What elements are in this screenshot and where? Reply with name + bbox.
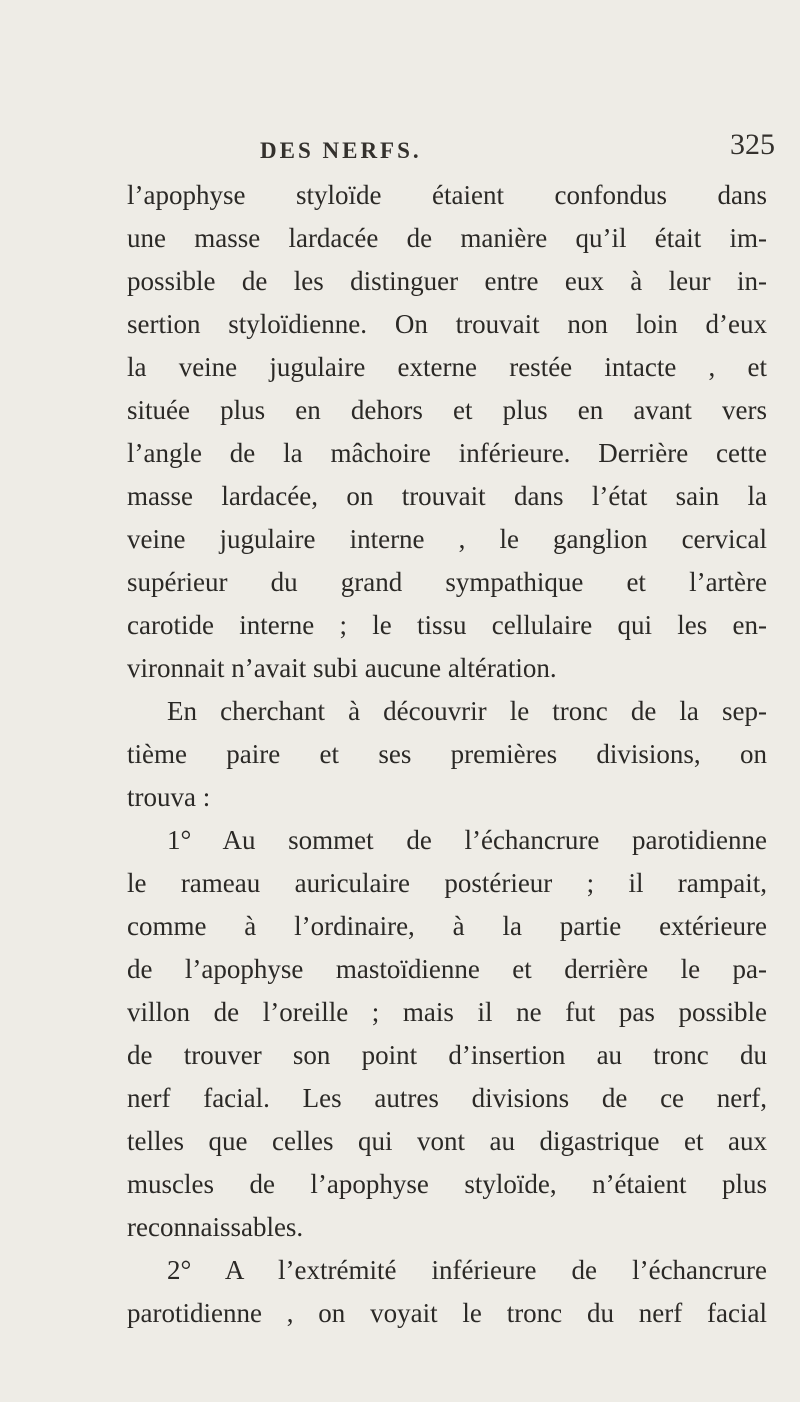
text-line: l’apophyse styloïde étaient confondus dans xyxy=(127,180,767,210)
text-line: le rameau auriculaire postérieur ; il rampait, xyxy=(127,868,767,898)
text-line: nerf facial. Les autres divisions de ce nerf, xyxy=(127,1083,767,1113)
text-line: En cherchant à découvrir le tronc de la sep- xyxy=(167,696,767,726)
text-line: comme à l’ordinaire, à la partie extérieure xyxy=(127,911,767,941)
text-line: tième paire et ses premières divisions, on xyxy=(127,739,767,769)
text-line: une masse lardacée de manière qu’il était im- xyxy=(127,223,767,253)
text-line: située plus en dehors et plus en avant vers xyxy=(127,395,767,425)
text-line: masse lardacée, on trouvait dans l’état sain la xyxy=(127,481,767,511)
text-line: reconnaissables. xyxy=(127,1212,304,1242)
text-line: telles que celles qui vont au digastrique et aux xyxy=(127,1126,767,1156)
text-line: sertion styloïdienne. On trouvait non loin d’eux xyxy=(127,309,767,339)
text-line: l’angle de la mâchoire inférieure. Derrière cette xyxy=(127,438,767,468)
text-line: 2° A l’extrémité inférieure de l’échancrure xyxy=(167,1255,767,1285)
text-line: de trouver son point d’insertion au tronc du xyxy=(127,1040,767,1070)
text-line: carotide interne ; le tissu cellulaire qui les en- xyxy=(127,610,767,640)
text-line: possible de les distinguer entre eux à leur in- xyxy=(127,266,767,296)
page-number: 325 xyxy=(730,128,775,161)
body-text xyxy=(127,174,767,1335)
text-line: 1° Au sommet de l’échancrure parotidienne xyxy=(167,825,767,855)
text-line: vironnait n’avait subi aucune altération. xyxy=(127,653,557,683)
text-line: trouva : xyxy=(127,782,211,812)
running-head: DES NERFS. xyxy=(260,138,422,163)
text-line: villon de l’oreille ; mais il ne fut pas possible xyxy=(127,997,767,1027)
text-line: la veine jugulaire externe restée intacte , et xyxy=(127,352,767,382)
text-line: veine jugulaire interne , le ganglion cervical xyxy=(127,524,767,554)
text-line: muscles de l’apophyse styloïde, n’étaient plus xyxy=(127,1169,767,1199)
text-line: de l’apophyse mastoïdienne et derrière le pa- xyxy=(127,954,767,984)
text-line: supérieur du grand sympathique et l’artère xyxy=(127,567,767,597)
text-line: parotidienne , on voyait le tronc du nerf facial xyxy=(127,1298,767,1328)
